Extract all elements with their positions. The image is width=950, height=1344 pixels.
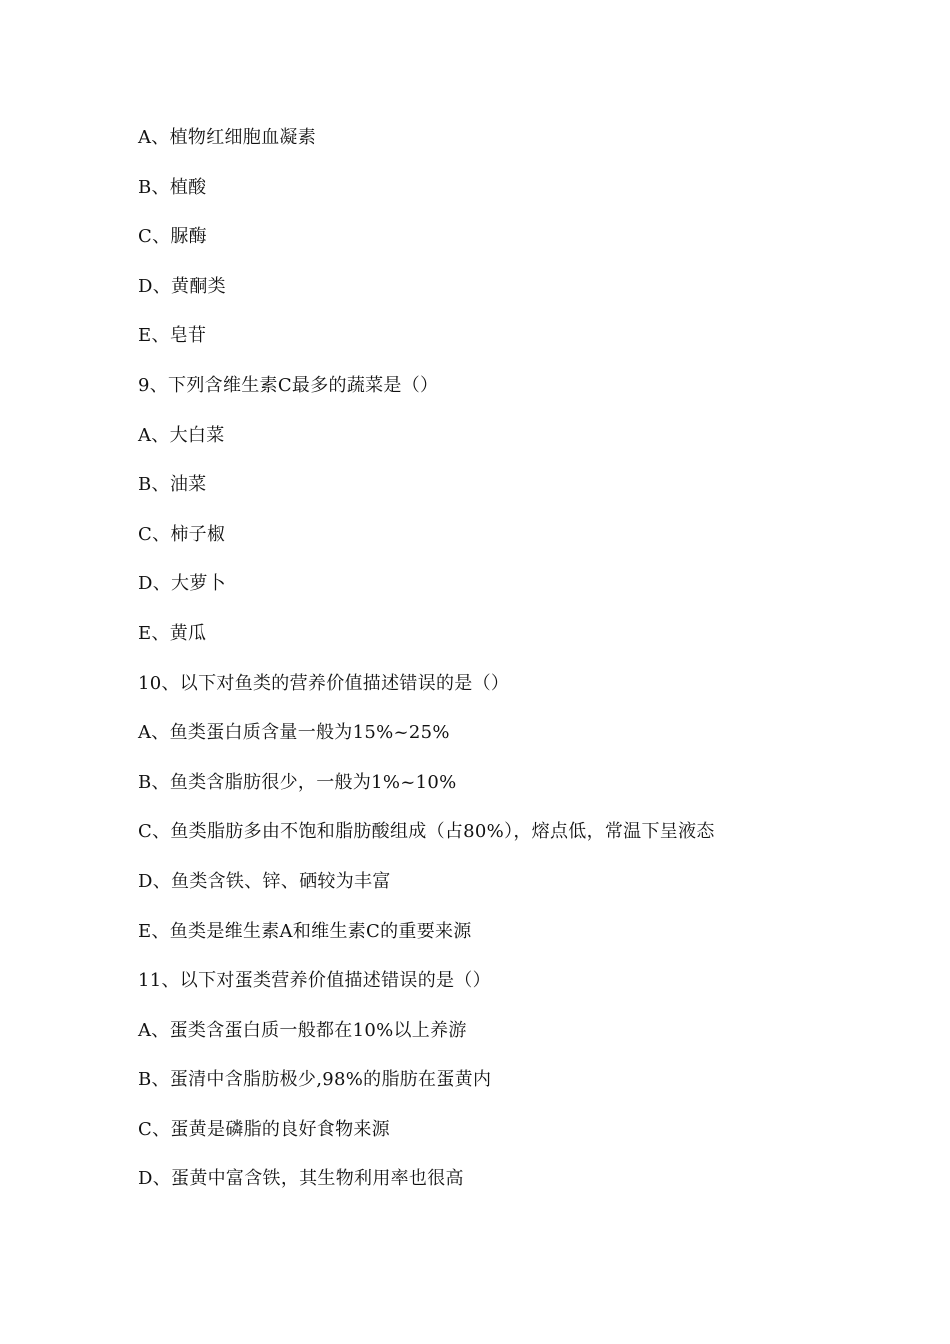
option-9b: B、油菜 — [138, 474, 207, 496]
option-8c: C、脲酶 — [138, 226, 207, 248]
option-9c: C、柿子椒 — [138, 523, 226, 545]
option-9e: E、黄瓜 — [138, 622, 207, 644]
option-10d: D、鱼类含铁、锌、硒较为丰富 — [138, 870, 391, 892]
option-8b: B、植酸 — [138, 176, 207, 198]
question-11: 11、以下对蛋类营养价值描述错误的是（） — [138, 970, 491, 992]
option-11a: A、蛋类含蛋白质一般都在10%以上养游 — [138, 1019, 467, 1041]
option-10b: B、鱼类含脂肪很少，一般为1%~10% — [138, 771, 457, 793]
question-9: 9、下列含维生素C最多的蔬菜是（） — [138, 374, 439, 396]
option-11d: D、蛋黄中富含铁，其生物利用率也很高 — [138, 1168, 464, 1190]
question-10: 10、以下对鱼类的营养价值描述错误的是（） — [138, 672, 510, 694]
option-8d: D、黄酮类 — [138, 275, 226, 297]
option-11b: B、蛋清中含脂肪极少,98%的脂肪在蛋黄内 — [138, 1069, 492, 1091]
option-10a: A、鱼类蛋白质含量一般为15%~25% — [138, 722, 450, 744]
option-8e: E、皂苷 — [138, 325, 207, 347]
option-10c: C、鱼类脂肪多由不饱和脂肪酸组成（占80%），熔点低，常温下呈液态 — [138, 821, 715, 843]
option-8a: A、植物红细胞血凝素 — [138, 127, 316, 148]
option-9a: A、大白菜 — [138, 424, 225, 446]
option-11c: C、蛋黄是磷脂的良好食物来源 — [138, 1118, 390, 1140]
question-list — [138, 124, 898, 1215]
option-10e: E、鱼类是维生素A和维生素C的重要来源 — [138, 920, 472, 942]
option-9d: D、大萝卜 — [138, 573, 226, 595]
